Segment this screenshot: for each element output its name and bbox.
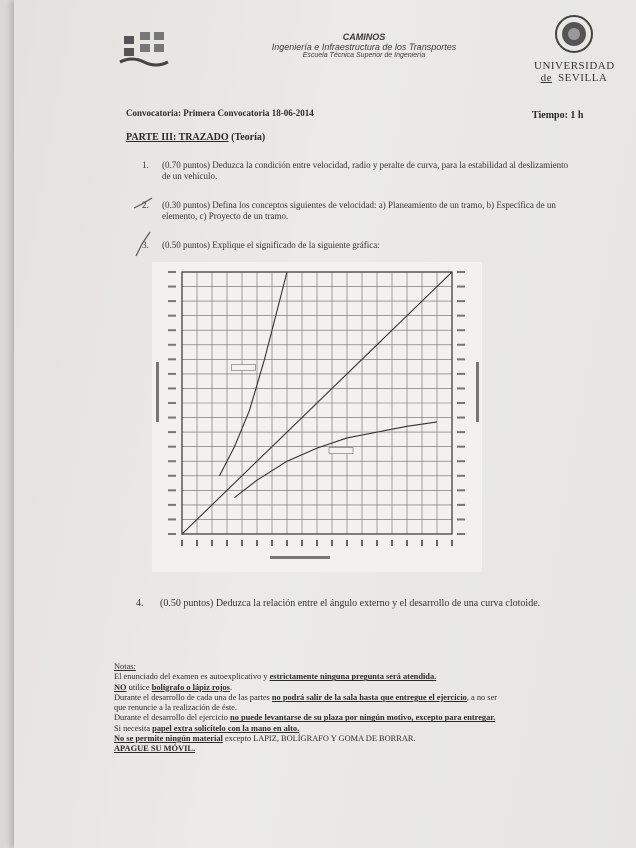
- question-4-number: 4.: [136, 598, 144, 609]
- x-tick-label-mark: [271, 540, 273, 546]
- x-tick-label-mark: [421, 540, 423, 546]
- y2-tick-label-mark: [457, 286, 465, 288]
- header-line-3: Escuela Técnica Superior de Ingeniería: [302, 52, 426, 59]
- x-tick-label-mark: [376, 540, 378, 546]
- y-tick-label-mark: [168, 300, 176, 302]
- series-label-box: [232, 365, 256, 371]
- radius-chart: [152, 262, 482, 572]
- question-1-text: (0.70 puntos) Deduzca la condición entre velocidad, radio y peralte de curva, para la estabilidad al deslizamiento de un vehículo.: [162, 160, 569, 181]
- question-1: [142, 160, 572, 182]
- y-tick-label-mark: [168, 417, 176, 419]
- university-city: SEVILLA: [558, 72, 608, 84]
- y2-tick-label-mark: [457, 329, 465, 331]
- note-emphasis: no puede levantarse de su plaza por ningún motivo, excepto para entregar.: [230, 713, 496, 723]
- x-tick-label-mark: [316, 540, 318, 546]
- y2-tick-label-mark: [457, 533, 465, 535]
- note-text: Si necesita: [114, 723, 153, 733]
- y-tick-label-mark: [168, 344, 176, 346]
- note-line-1: [114, 672, 614, 682]
- note-emphasis: bolígrafo o lápiz rojos: [151, 682, 230, 692]
- x-tick-label-mark: [256, 540, 258, 546]
- convocatoria: Convocatoria: Primera Convocatoria 18-06-2014: [126, 108, 314, 118]
- university-logo: [534, 14, 614, 94]
- y2-tick-label-mark: [457, 271, 465, 273]
- y2-tick-label-mark: [457, 387, 465, 389]
- note-line-8: APAGUE SU MÓVIL.: [114, 744, 196, 754]
- university-seal-icon: [554, 14, 594, 54]
- university-de: de: [540, 72, 553, 84]
- x-axis-label-mark: [270, 556, 330, 559]
- university-name-line2: [534, 72, 614, 84]
- note-line-7: [114, 734, 614, 744]
- y2-tick-label-mark: [457, 475, 465, 477]
- y2-tick-label-mark: [457, 315, 465, 317]
- series-label-box: [329, 447, 353, 453]
- note-text: Durante el desarrollo de cada una de las partes: [114, 692, 272, 702]
- y-tick-label-mark: [168, 286, 176, 288]
- x-tick-label-mark: [286, 540, 288, 546]
- x-tick-label-mark: [346, 540, 348, 546]
- question-2: [142, 200, 582, 222]
- note-text: El enunciado del examen es autoexplicativo y: [114, 672, 270, 682]
- y-tick-label-mark: [168, 329, 176, 331]
- exam-sheet: [14, 0, 636, 848]
- y2-tick-label-mark: [457, 417, 465, 419]
- question-2-text: (0.30 puntos) Defina los conceptos siguientes de velocidad: a) Planeamiento de un tramo, b) Específica de un elemento, c) Proyecto de un tramo.: [162, 200, 556, 221]
- y-tick-label-mark: [168, 475, 176, 477]
- y2-tick-label-mark: [457, 489, 465, 491]
- y-tick-label-mark: [168, 271, 176, 273]
- y2-tick-label-mark: [457, 446, 465, 448]
- y2-tick-label-mark: [457, 504, 465, 506]
- note-emphasis: NO: [114, 682, 127, 692]
- y-tick-label-mark: [168, 446, 176, 448]
- x-tick-label-mark: [436, 540, 438, 546]
- question-3-text: (0.50 puntos) Explique el significado de la siguiente gráfica:: [162, 240, 380, 250]
- note-emphasis: estrictamente ninguna pregunta será atendida.: [269, 672, 437, 682]
- department-header: [234, 32, 494, 59]
- y-tick-label-mark: [168, 533, 176, 535]
- question-1-number: 1.: [142, 160, 149, 170]
- y-tick-label-mark: [168, 460, 176, 462]
- pencil-tick-icon: [132, 196, 154, 212]
- x-tick-label-mark: [406, 540, 408, 546]
- note-text: utilice: [126, 682, 152, 692]
- time-limit: Tiempo: 1 h: [532, 110, 584, 121]
- note-text: , a no ser: [466, 692, 498, 702]
- x-tick-label-mark: [391, 540, 393, 546]
- note-line-3: [114, 693, 614, 703]
- question-3: [142, 240, 582, 251]
- y-tick-label-mark: [168, 387, 176, 389]
- note-emphasis: no podrá salir de la sala hasta que entregue el ejercicio: [271, 692, 467, 702]
- x-tick-label-mark: [451, 540, 453, 546]
- y2-tick-label-mark: [457, 373, 465, 375]
- x-tick-label-mark: [211, 540, 213, 546]
- question-2-number: 2.: [142, 200, 149, 210]
- y2-tick-label-mark: [457, 431, 465, 433]
- y2-tick-label-mark: [457, 460, 465, 462]
- note-text: .: [229, 682, 233, 692]
- y-tick-label-mark: [168, 489, 176, 491]
- header-line-1: CAMINOS: [342, 32, 386, 42]
- question-4: [136, 598, 620, 609]
- y-tick-label-mark: [168, 504, 176, 506]
- section-title: [126, 132, 265, 143]
- question-4-text: (0.50 puntos) Deduzca la relación entre el ángulo externo y el desarrollo de una curva clotoide.: [160, 598, 541, 609]
- y2-tick-label-mark: [457, 344, 465, 346]
- university-name-line1: UNIVERSIDAD: [534, 60, 615, 72]
- exam-notes: [114, 662, 614, 755]
- y2-tick-label-mark: [457, 402, 465, 404]
- note-text: excepto LAPIZ, BOLÍGRAFO Y GOMA DE BORRAR.: [222, 734, 416, 744]
- y-axis-label-mark: [156, 362, 159, 422]
- note-line-4: que renuncie a la realización de éste.: [114, 703, 237, 713]
- y-tick-label-mark: [168, 518, 176, 520]
- question-3-number: 3.: [142, 240, 149, 250]
- y-tick-label-mark: [168, 358, 176, 360]
- notes-title: Notas:: [114, 662, 136, 671]
- note-emphasis: papel extra solicítelo con la mano en alto.: [152, 723, 300, 733]
- x-tick-label-mark: [226, 540, 228, 546]
- note-line-5: [114, 713, 614, 723]
- pencil-tick-icon: [132, 230, 154, 258]
- y2-tick-label-mark: [457, 300, 465, 302]
- x-tick-label-mark: [181, 540, 183, 546]
- y-tick-label-mark: [168, 373, 176, 375]
- header-line-2: Ingeniería e Infraestructura de los Transportes: [271, 42, 457, 52]
- x-tick-label-mark: [331, 540, 333, 546]
- x-tick-label-mark: [301, 540, 303, 546]
- note-emphasis: No se permite ningún material: [114, 734, 223, 744]
- note-text: Durante el desarrollo del ejercicio: [114, 713, 231, 723]
- y-tick-label-mark: [168, 402, 176, 404]
- y2-tick-label-mark: [457, 358, 465, 360]
- x-tick-label-mark: [361, 540, 363, 546]
- school-logo-icon: [118, 30, 178, 70]
- x-tick-label-mark: [241, 540, 243, 546]
- section-title-main: PARTE III: TRAZADO: [126, 132, 229, 143]
- y2-tick-label-mark: [457, 518, 465, 520]
- note-line-6: [114, 724, 614, 734]
- note-line-2: [114, 683, 614, 693]
- section-title-suffix: (Teoría): [228, 132, 266, 143]
- y-tick-label-mark: [168, 431, 176, 433]
- y2-axis-label-mark: [476, 362, 479, 422]
- x-tick-label-mark: [196, 540, 198, 546]
- y-tick-label-mark: [168, 315, 176, 317]
